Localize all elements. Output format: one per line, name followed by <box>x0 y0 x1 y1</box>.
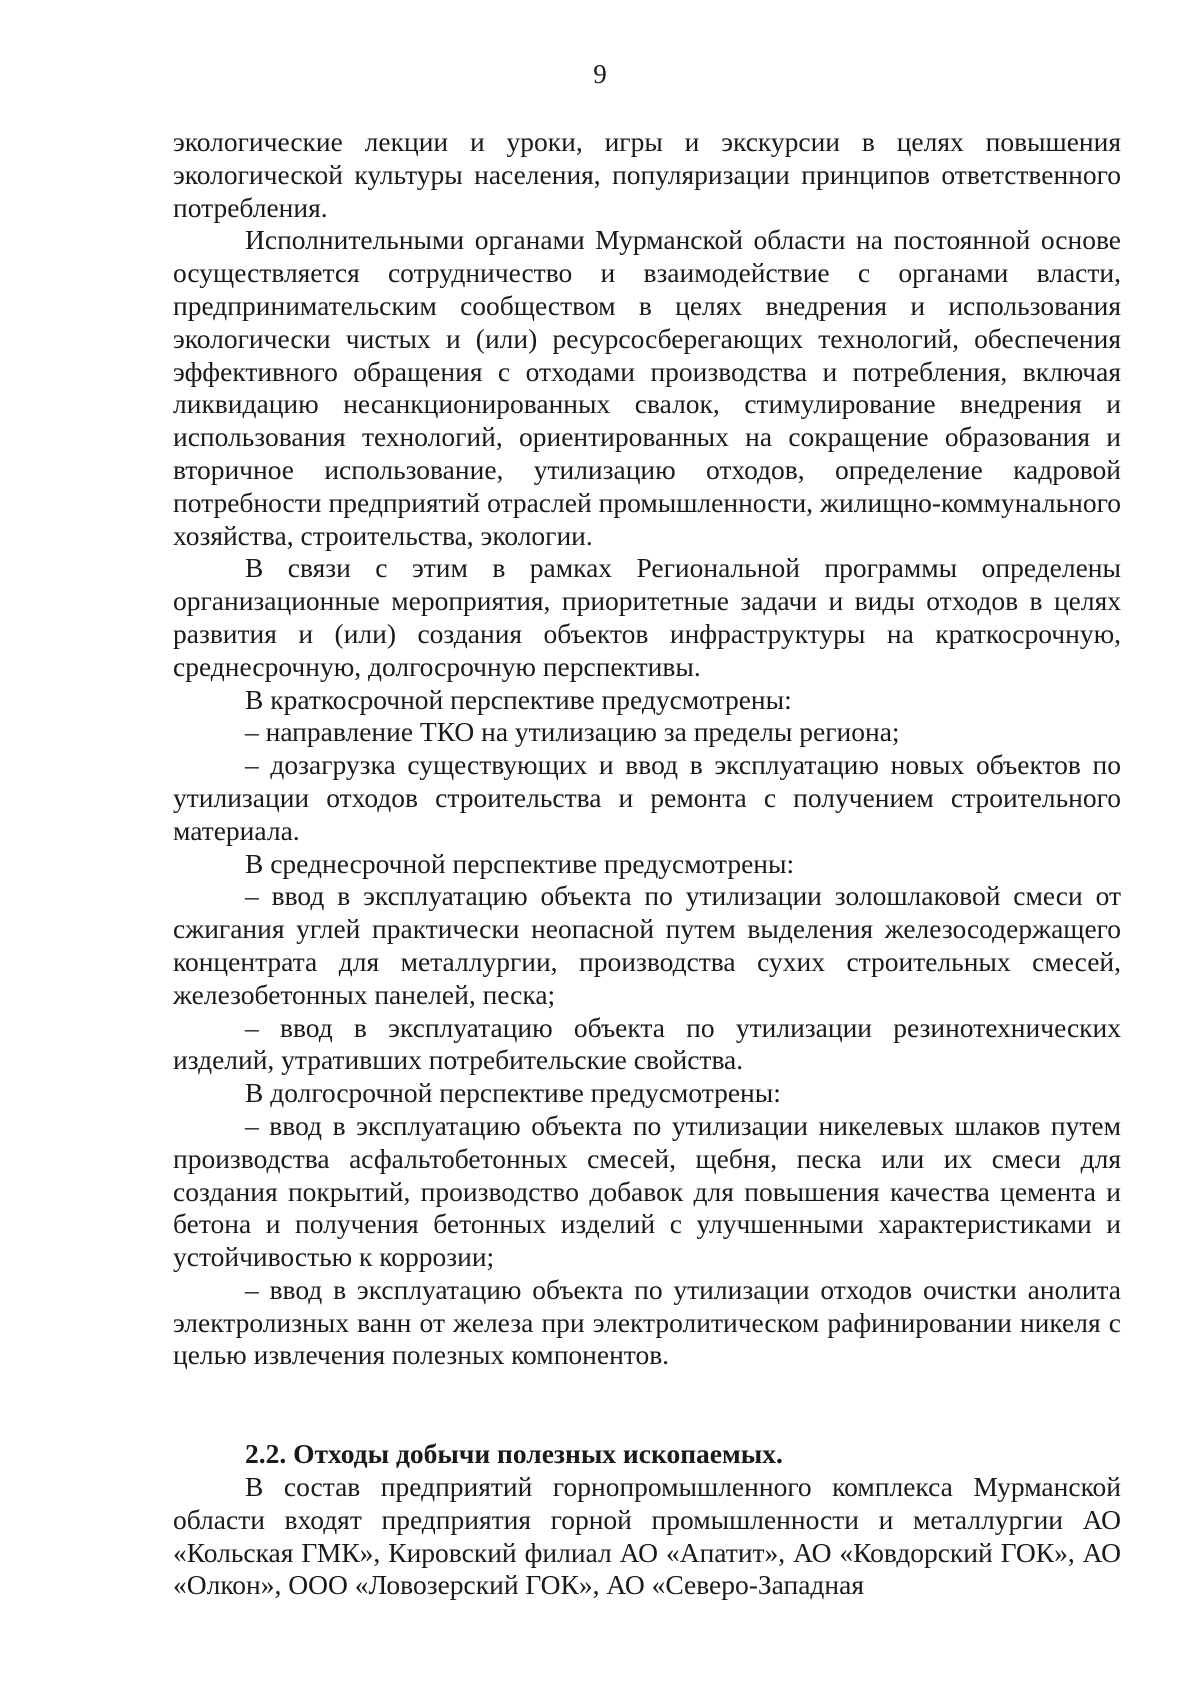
list-item: – дозагрузка существующих и ввод в эксплуатацию новых объектов по утилизации отходов строительства и ремонта с получением строительного материала. <box>173 749 1121 846</box>
paragraph: В состав предприятий горнопромышленного комплекса Мурманской области входят предприятия горной промышленности и металлургии АО «Кольская ГМК», Кировский филиал АО «Апатит», АО «Ковдорский ГОК», АО «Олкон», ООО «Ловозерский ГОК», АО «Северо-Западная <box>173 1471 1121 1601</box>
list-item: – ввод в эксплуатацию объекта по утилизации никелевых шлаков путем производства асфальтобетонных смесей, щебня, песка или их смеси для создания покрытий, производство добавок для повышения качества цемента и бетона и получения бетонных изделий с улучшенными характеристиками и устойчивостью к коррозии; <box>173 1109 1121 1273</box>
paragraph: В долгосрочной перспективе предусмотрены: <box>245 1077 781 1109</box>
list-item: – ввод в эксплуатацию объекта по утилизации резинотехнических изделий, утративших потребительские свойства. <box>173 1011 1121 1076</box>
list-item: – ввод в эксплуатацию объекта по утилизации отходов очистки анолита электролизных ванн от железа при электролитическом рафинировании никеля с целью извлечения полезных компонентов. <box>173 1273 1121 1371</box>
list-item: – направление ТКО на утилизацию за пределы региона; <box>245 716 900 748</box>
paragraph: В краткосрочной перспективе предусмотрены: <box>245 683 792 715</box>
paragraph: Исполнительными органами Мурманской области на постоянной основе осуществляется сотрудничество и взаимодействие с органами власти, предпринимательским сообществом в целях внедрения и использования экологически чистых и (или) ресурсосберегающих технологий, обеспечения эффективного обращения с отходами производства и потребления, включая ликвидацию несанкционированных свалок, стимулирование внедрения и использования технологий, ориентированных на сокращение образования и вторичное использование, утилизацию отходов, определение кадровой потребности предприятий отраслей промышленности, жилищно-коммунального хозяйства, строительства, экологии. <box>173 224 1121 551</box>
section-spacer <box>173 1372 1121 1438</box>
document-body <box>173 126 1121 1602</box>
paragraph: В связи с этим в рамках Региональной программы определены организационные мероприятия, приоритетные задачи и виды отходов в целях развития и (или) создания объектов инфраструктуры на краткосрочную, среднесрочную, долгосрочную перспективы. <box>173 552 1121 682</box>
list-item: – ввод в эксплуатацию объекта по утилизации золошлаковой смеси от сжигания углей практически неопасной путем выделения железосодержащего концентрата для металлургии, производства сухих строительных смесей, железобетонных панелей, песка; <box>173 880 1121 1010</box>
section-heading: 2.2. Отходы добычи полезных ископаемых. <box>245 1438 783 1470</box>
paragraph-continuation: экологические лекции и уроки, игры и экскурсии в целях повышения экологической культуры населения, популяризации принципов ответственного потребления. <box>173 126 1121 223</box>
paragraph: В среднесрочной перспективе предусмотрены: <box>245 847 795 879</box>
page-number: 9 <box>593 59 607 89</box>
